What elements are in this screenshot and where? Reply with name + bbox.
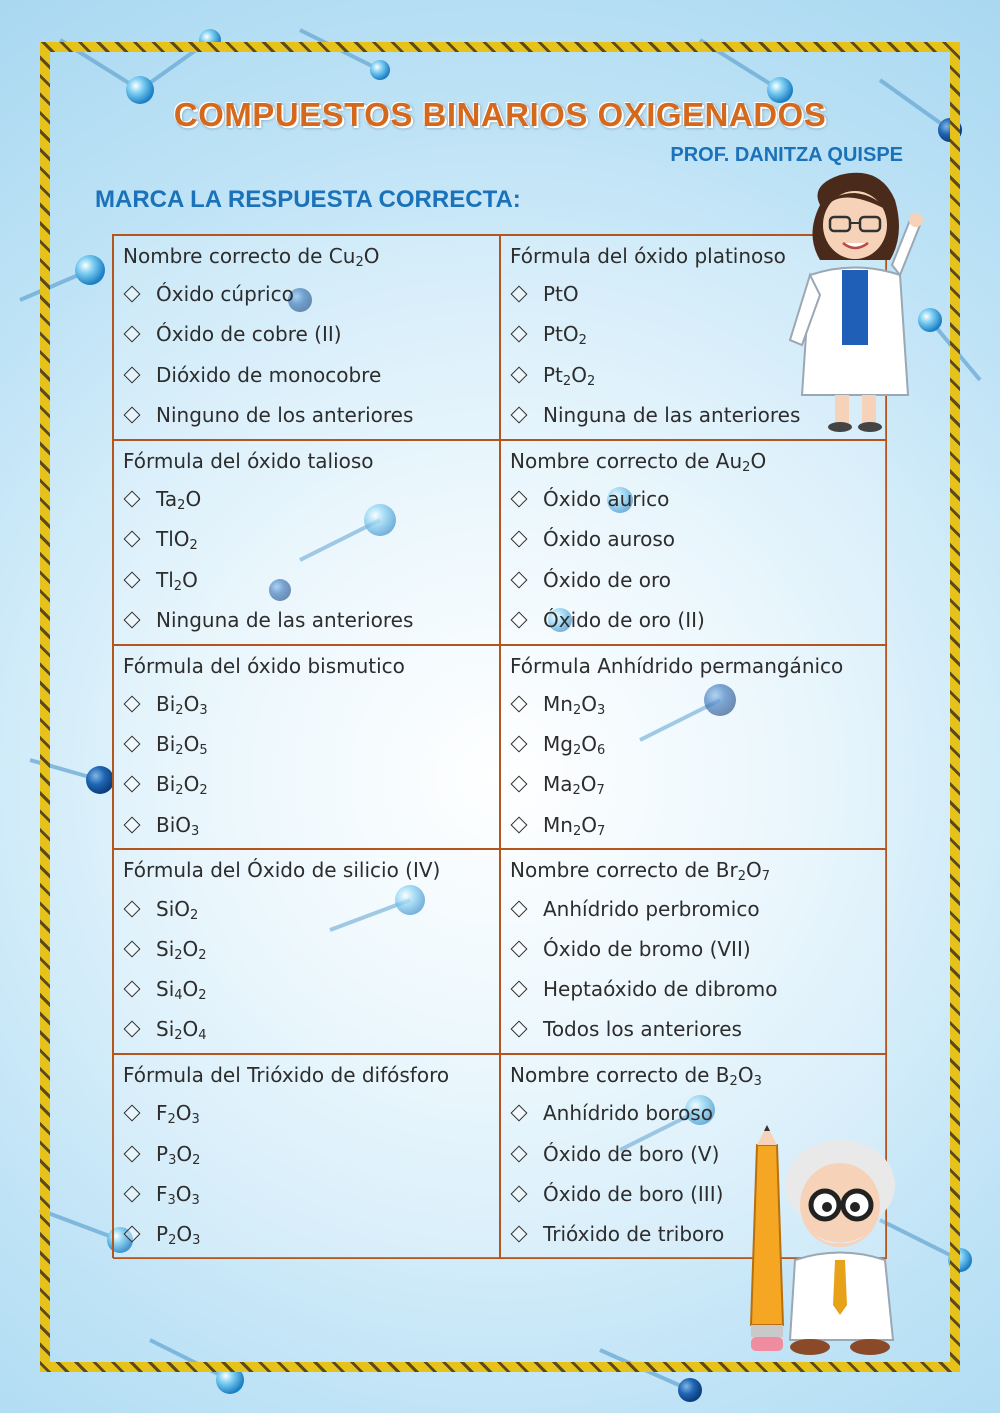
diamond-checkbox-icon[interactable]: [511, 1021, 528, 1038]
answer-option[interactable]: $Bi_2O_2$: [123, 764, 491, 804]
answer-option[interactable]: PtO$_2$: [510, 314, 878, 354]
answer-option[interactable]: Ninguna de las anteriores: [510, 395, 878, 435]
answer-option[interactable]: SiO$_2$: [123, 888, 491, 928]
diamond-checkbox-icon[interactable]: [511, 1145, 528, 1162]
question-cell: [113, 1054, 500, 1259]
answer-option[interactable]: Ninguno de los anteriores: [123, 395, 491, 435]
answer-option[interactable]: $Si_2O_2$: [123, 929, 491, 969]
diamond-checkbox-icon[interactable]: [124, 940, 141, 957]
question-cell: [500, 440, 887, 645]
answer-option[interactable]: TlO$_2$: [123, 519, 491, 559]
question-prompt: Nombre correcto de $Cu_2O$: [123, 244, 380, 270]
answer-option[interactable]: $Si_4O_2$: [123, 969, 491, 1009]
answer-option[interactable]: $P_3O_2$: [123, 1133, 491, 1173]
diamond-checkbox-icon[interactable]: [511, 571, 528, 588]
diamond-checkbox-icon[interactable]: [511, 981, 528, 998]
diamond-checkbox-icon[interactable]: [511, 1226, 528, 1243]
answer-option[interactable]: Dióxido de monocobre: [123, 355, 491, 395]
questions-grid: [112, 234, 886, 1258]
question-prompt: Fórmula del óxido bismutico: [123, 653, 405, 678]
answer-option[interactable]: $F_3O_3$: [123, 1174, 491, 1214]
diamond-checkbox-icon[interactable]: [511, 1185, 528, 1202]
diamond-checkbox-icon[interactable]: [124, 1105, 141, 1122]
question-prompt: Fórmula del óxido talioso: [123, 448, 374, 473]
question-prompt: Nombre correcto de $Au_2O$: [510, 448, 767, 475]
diamond-checkbox-icon[interactable]: [124, 816, 141, 833]
answer-option[interactable]: Todos los anteriores: [510, 1009, 878, 1049]
answer-option[interactable]: PtO: [510, 274, 878, 314]
diamond-checkbox-icon[interactable]: [124, 531, 141, 548]
answer-option[interactable]: $Mn_2O_7$: [510, 804, 878, 844]
diamond-checkbox-icon[interactable]: [124, 571, 141, 588]
diamond-checkbox-icon[interactable]: [511, 490, 528, 507]
diamond-checkbox-icon[interactable]: [511, 407, 528, 424]
answer-option[interactable]: $Mg_2O_6$: [510, 724, 878, 764]
diamond-checkbox-icon[interactable]: [124, 611, 141, 628]
question-cell: [500, 645, 887, 850]
author-name: PROF. DANITZA QUISPE: [670, 144, 903, 166]
answer-option[interactable]: Heptaóxido de dibromo: [510, 969, 878, 1009]
question-prompt: Fórmula del Trióxido de difósforo: [123, 1063, 450, 1088]
answer-option[interactable]: $Bi_2O_3$: [123, 684, 491, 724]
question-prompt: Fórmula Anhídrido permangánico: [510, 653, 844, 678]
diamond-checkbox-icon[interactable]: [124, 366, 141, 383]
diamond-checkbox-icon[interactable]: [511, 695, 528, 712]
diamond-checkbox-icon[interactable]: [124, 490, 141, 507]
scientist-girl-illustration: [780, 165, 930, 435]
diamond-checkbox-icon[interactable]: [124, 776, 141, 793]
diamond-checkbox-icon[interactable]: [511, 940, 528, 957]
diamond-checkbox-icon[interactable]: [124, 1226, 141, 1243]
diamond-checkbox-icon[interactable]: [124, 1185, 141, 1202]
diamond-checkbox-icon[interactable]: [511, 326, 528, 343]
diamond-checkbox-icon[interactable]: [511, 736, 528, 753]
diamond-checkbox-icon[interactable]: [124, 1021, 141, 1038]
answer-option[interactable]: Óxido aurico: [510, 479, 878, 519]
diamond-checkbox-icon[interactable]: [511, 900, 528, 917]
diamond-checkbox-icon[interactable]: [511, 366, 528, 383]
diamond-checkbox-icon[interactable]: [511, 816, 528, 833]
answer-option[interactable]: $Bi_2O_5$: [123, 724, 491, 764]
question-cell: [113, 235, 500, 440]
diamond-checkbox-icon[interactable]: [511, 1105, 528, 1122]
answer-option[interactable]: Óxido auroso: [510, 519, 878, 559]
diamond-checkbox-icon[interactable]: [124, 695, 141, 712]
question-prompt: Fórmula del óxido platinoso: [510, 244, 786, 268]
answer-option[interactable]: BiO$_3$: [123, 804, 491, 844]
answer-option[interactable]: Óxido de boro (III): [510, 1174, 878, 1214]
page-title: COMPUESTOS BINARIOS OXIGENADOS: [173, 96, 827, 133]
question-prompt: Nombre correcto de $B_2O_3$: [510, 1063, 762, 1090]
diamond-checkbox-icon[interactable]: [511, 776, 528, 793]
answer-option[interactable]: Óxido de boro (V): [510, 1133, 878, 1173]
diamond-checkbox-icon[interactable]: [124, 900, 141, 917]
question-cell: [500, 849, 887, 1054]
answer-option[interactable]: Óxido cúprico: [123, 274, 491, 314]
answer-option[interactable]: $Pt_2O_2$: [510, 355, 878, 395]
question-cell: [113, 440, 500, 645]
professor-pencil-illustration: [735, 1125, 905, 1360]
answer-option[interactable]: Óxido de oro: [510, 559, 878, 599]
question-prompt: Fórmula del Óxido de silicio (IV): [123, 858, 441, 883]
answer-option[interactable]: Óxido de cobre (II): [123, 314, 491, 354]
diamond-checkbox-icon[interactable]: [124, 981, 141, 998]
instruction-heading: MARCA LA RESPUESTA CORRECTA:: [95, 186, 521, 213]
answer-option[interactable]: $Mn_2O_3$: [510, 684, 878, 724]
diamond-checkbox-icon[interactable]: [511, 286, 528, 303]
diamond-checkbox-icon[interactable]: [124, 407, 141, 424]
question-cell: [113, 645, 500, 850]
answer-option[interactable]: $F_2O_3$: [123, 1093, 491, 1133]
diamond-checkbox-icon[interactable]: [124, 286, 141, 303]
diamond-checkbox-icon[interactable]: [511, 531, 528, 548]
answer-option[interactable]: $Ma_2O_7$: [510, 764, 878, 804]
answer-option[interactable]: Ninguna de las anteriores: [123, 600, 491, 640]
question-prompt: Nombre correcto de $Br_2O_7$: [510, 858, 771, 885]
answer-option[interactable]: Óxido de bromo (VII): [510, 929, 878, 969]
answer-option[interactable]: Óxido de oro (II): [510, 600, 878, 640]
diamond-checkbox-icon[interactable]: [124, 326, 141, 343]
question-cell: [113, 849, 500, 1054]
diamond-checkbox-icon[interactable]: [124, 1145, 141, 1162]
diamond-checkbox-icon[interactable]: [511, 611, 528, 628]
answer-option[interactable]: Anhídrido perbromico: [510, 888, 878, 928]
answer-option[interactable]: $Ta_2O$: [123, 479, 491, 519]
diamond-checkbox-icon[interactable]: [124, 736, 141, 753]
answer-option[interactable]: Anhídrido boroso: [510, 1093, 878, 1133]
answer-option[interactable]: $Si_2O_4$: [123, 1009, 491, 1049]
answer-option[interactable]: $P_2O_3$: [123, 1214, 491, 1254]
answer-option[interactable]: $Tl_2O$: [123, 559, 491, 599]
answer-option[interactable]: Trióxido de triboro: [510, 1214, 878, 1254]
